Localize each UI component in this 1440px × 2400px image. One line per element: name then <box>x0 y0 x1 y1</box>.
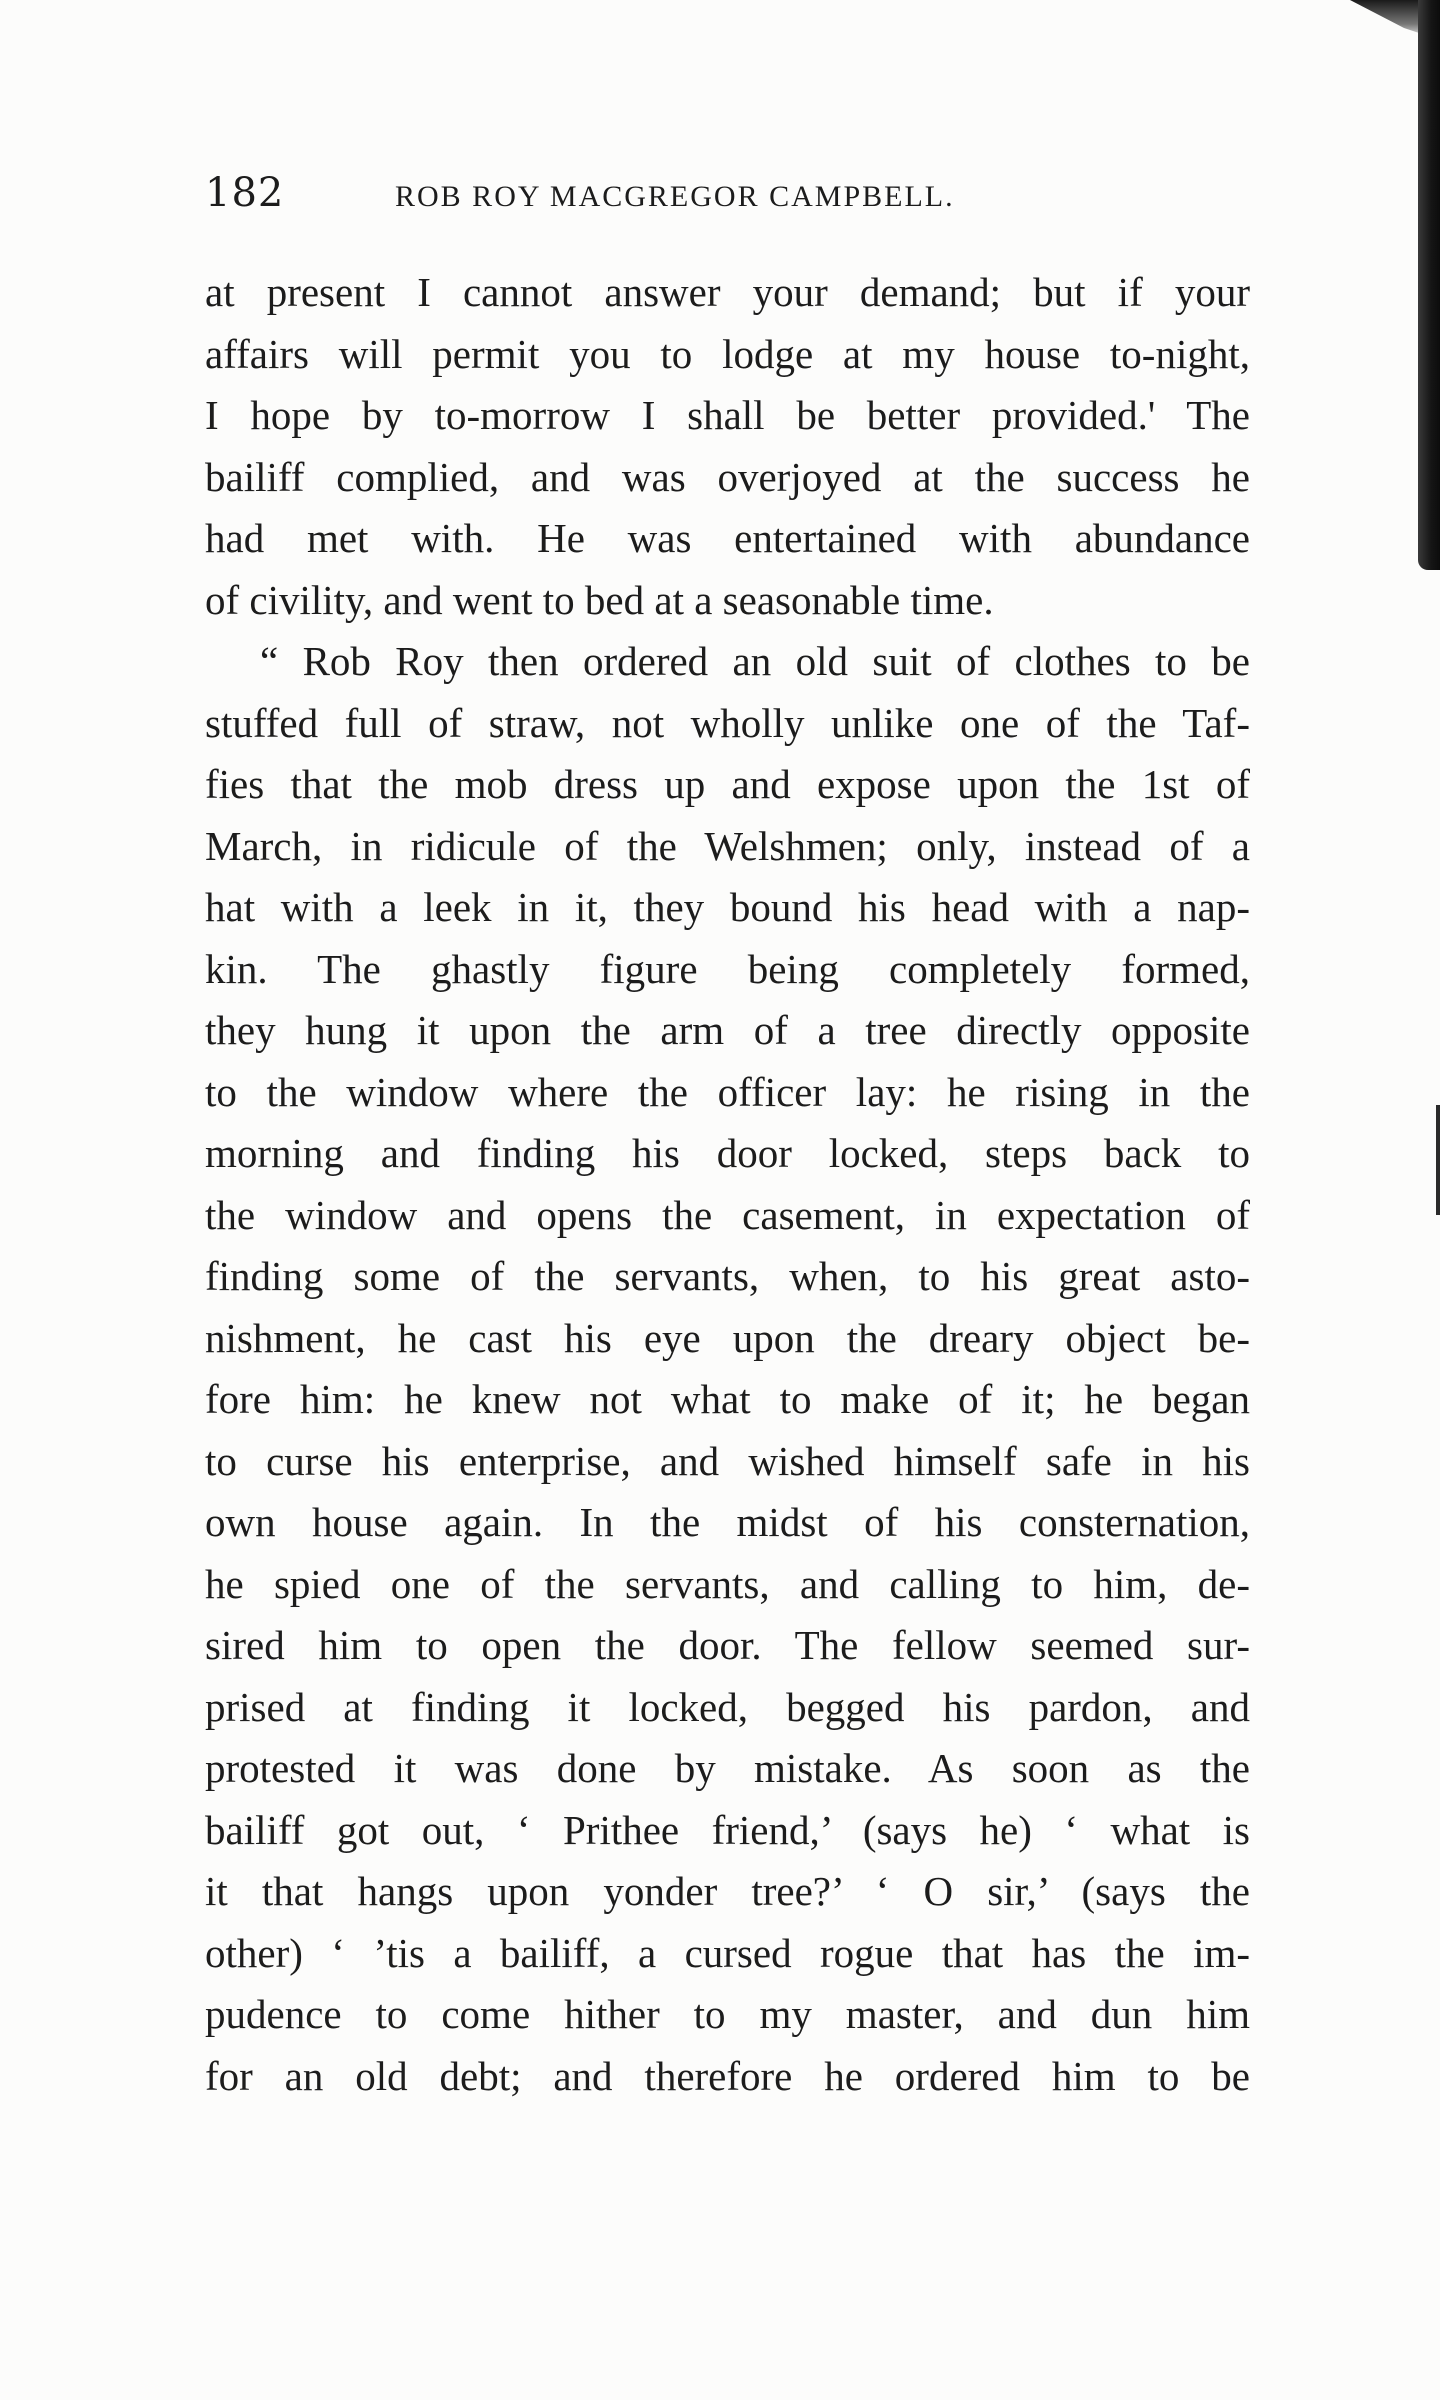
text-line: morning and finding his door locked, steps back to <box>205 1130 1250 1176</box>
text-line-paragraph-end: of civility, and went to bed at a seasonable time. <box>205 576 994 623</box>
text-line: sired him to open the door. The fellow seemed sur- <box>205 1622 1250 1668</box>
book-edge <box>1418 0 1440 570</box>
text-line: the window and opens the casement, in expectation of <box>205 1191 1250 1238</box>
text-line: March, in ridicule of the Welshmen; only, instead of a <box>205 822 1250 869</box>
text-line: fore him: he knew not what to make of it; he began <box>205 1376 1250 1422</box>
text-line: prised at finding it locked, begged his pardon, and <box>205 1683 1250 1730</box>
edge-mark <box>1436 1105 1440 1215</box>
text-line: I hope by to-morrow I shall be better provided.' The <box>205 392 1250 438</box>
text-line: he spied one of the servants, and calling to him, de- <box>205 1560 1250 1607</box>
text-line: protested it was done by mistake. As soon as the <box>205 1745 1250 1791</box>
text-line: bailiff complied, and was overjoyed at the success he <box>205 453 1250 500</box>
text-line: they hung it upon the arm of a tree directly opposite <box>205 1007 1250 1053</box>
text-line: kin. The ghastly figure being completely formed, <box>205 945 1250 992</box>
text-line: stuffed full of straw, not wholly unlike one of the Taf- <box>205 699 1250 746</box>
text-line: nishment, he cast his eye upon the dreary object be- <box>205 1314 1250 1361</box>
text-line: at present I cannot answer your demand; but if your <box>205 269 1250 315</box>
text-line: to the window where the officer lay: he rising in the <box>205 1068 1250 1115</box>
text-line: pudence to come hither to my master, and dun him <box>205 1991 1250 2037</box>
text-line: affairs will permit you to lodge at my house to-night, <box>205 330 1250 377</box>
running-head <box>205 170 1255 230</box>
text-line: it that hangs upon yonder tree?’ ‘ O sir,’ (says the <box>205 1868 1250 1914</box>
text-line: had met with. He was entertained with abundance <box>205 515 1250 561</box>
running-title: ROB ROY MACGREGOR CAMPBELL. <box>395 180 955 213</box>
text-line: hat with a leek in it, they bound his head with a nap- <box>205 884 1250 930</box>
text-line: own house again. In the midst of his consternation, <box>205 1499 1250 1545</box>
text-line: other) ‘ ’tis a bailiff, a cursed rogue that has the im- <box>205 1929 1250 1976</box>
page-number: 182 <box>205 170 285 216</box>
text-line: finding some of the servants, when, to his great asto- <box>205 1253 1250 1299</box>
text-line-paragraph-start: “ Rob Roy then ordered an old suit of clothes to be <box>260 638 1250 684</box>
text-line: for an old debt; and therefore he ordered him to be <box>205 2052 1250 2099</box>
text-line: fies that the mob dress up and expose upon the 1st of <box>205 761 1250 807</box>
body-text <box>205 262 1250 2107</box>
text-line: to curse his enterprise, and wished himself safe in his <box>205 1437 1250 1484</box>
text-line: bailiff got out, ‘ Prithee friend,’ (says he) ‘ what is <box>205 1806 1250 1853</box>
